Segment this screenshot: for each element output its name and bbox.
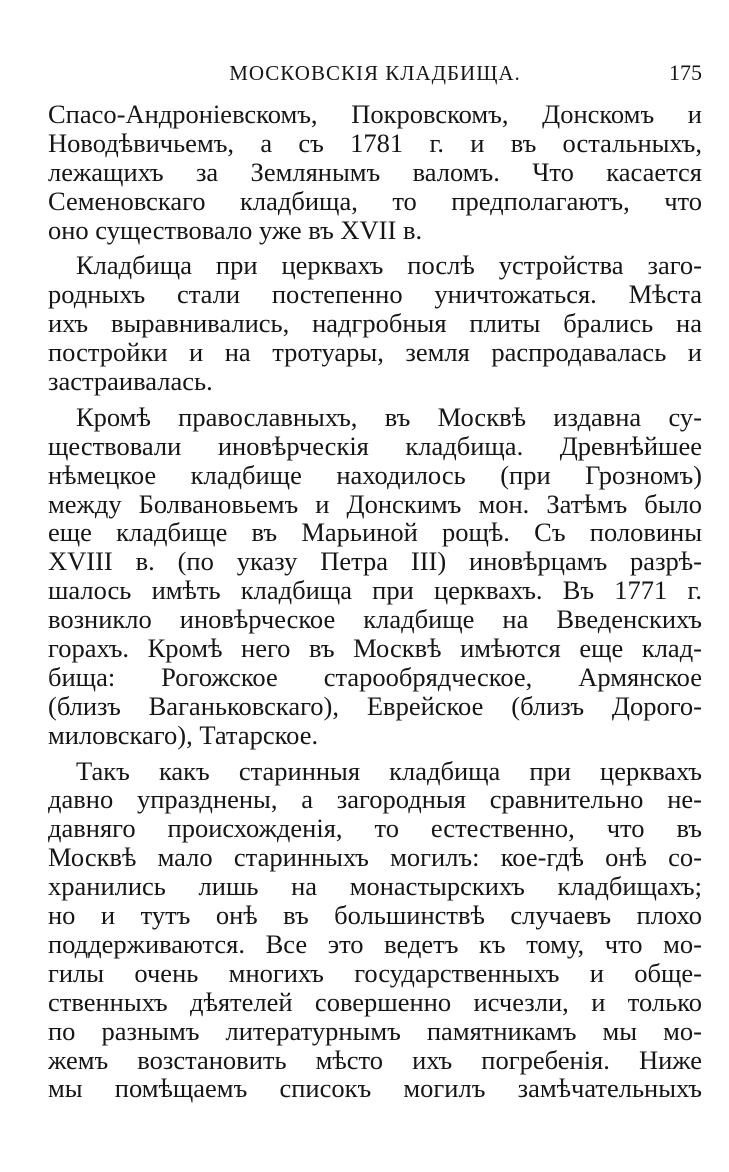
text-line: Москвѣ мало старинныхъ могилъ: кое-гдѣ онѣ со- <box>48 842 702 873</box>
text-line: но и тутъ онѣ въ большинствѣ случаевъ плохо <box>48 900 702 931</box>
text-line: Кладбища при церквахъ послѣ устройства заго- <box>76 250 702 281</box>
text-line: XVIII в. (по указу Петра III) иновѣрцамъ разрѣ- <box>48 546 702 577</box>
paragraph <box>48 100 702 244</box>
text-line: Новодѣвичьемъ, а съ 1781 г. и въ остальныхъ, <box>48 127 702 158</box>
text-line: между Болвановьемъ и Донскимъ мон. Затѣмъ было <box>48 488 702 519</box>
text-line: ственныхъ дѣятелей совершенно исчезли, и только <box>48 986 702 1017</box>
text-line: по разнымъ литературнымъ памятникамъ мы мо- <box>48 1015 702 1046</box>
text-line: гилы очень многихъ государственныхъ и обще- <box>48 957 702 988</box>
text-line: хранились лишь на монастырскихъ кладбищахъ; <box>48 871 702 902</box>
text-line: мы помѣщаемъ списокъ могилъ замѣчательныхъ <box>48 1073 702 1104</box>
paragraph <box>48 251 702 395</box>
text-line: родныхъ стали постепенно уничтожаться. Мѣста <box>48 279 702 310</box>
text-line: давно упразднены, а загородныя сравнительно не- <box>48 784 702 815</box>
text-line: Кромѣ православныхъ, въ Москвѣ издавна су- <box>76 401 702 432</box>
text-line: шалось имѣть кладбища при церквахъ. Въ 1771 г. <box>48 575 702 606</box>
text-line: давняго происхожденія, то естественно, что въ <box>48 813 702 844</box>
text-line: постройки и на тротуары, земля распродавалась и <box>48 337 702 368</box>
text-line: Такъ какъ старинныя кладбища при церквахъ <box>76 755 702 786</box>
text-line: ихъ выравнивались, надгробныя плиты брались на <box>48 308 702 339</box>
text-line: (близъ Ваганьковскаго), Еврейское (близъ Дорого- <box>48 690 702 721</box>
text-line: Семеновскаго кладбища, то предполагаютъ, что <box>48 185 702 216</box>
body-text <box>48 100 702 1110</box>
text-line: возникло иновѣрческое кладбище на Введенскихъ <box>48 604 702 635</box>
text-line: Спасо-Андроніевскомъ, Покровскомъ, Донскомъ и <box>48 99 702 129</box>
text-line: еще кладбище въ Марьиной рощѣ. Съ половины <box>48 517 702 548</box>
text-line: оно существовало уже въ XVII в. <box>48 214 423 245</box>
text-line: нѣмецкое кладбище находилось (при Грозномъ) <box>48 459 702 490</box>
page-header <box>48 56 702 90</box>
text-line: миловскаго), Татарское. <box>48 719 319 750</box>
text-line: застраивалась. <box>48 366 213 397</box>
paragraph <box>48 757 702 1104</box>
text-line: лежащихъ за Землянымъ валомъ. Что касается <box>48 156 702 187</box>
paragraph <box>48 403 702 750</box>
running-title: МОСКОВСКІЯ КЛАДБИЩА. <box>229 61 521 85</box>
text-line: жемъ возстановить мѣсто ихъ погребенія. Ниже <box>48 1044 702 1075</box>
text-line: поддерживаются. Все это ведетъ къ тому, что мо- <box>48 928 702 959</box>
text-line: ществовали иновѣрческія кладбища. Древнѣйшее <box>48 430 702 461</box>
page-number: 175 <box>669 60 702 85</box>
text-line: бища: Рогожское старообрядческое, Армянское <box>48 661 702 692</box>
text-line: горахъ. Кромѣ него въ Москвѣ имѣются еще клад- <box>48 633 702 664</box>
